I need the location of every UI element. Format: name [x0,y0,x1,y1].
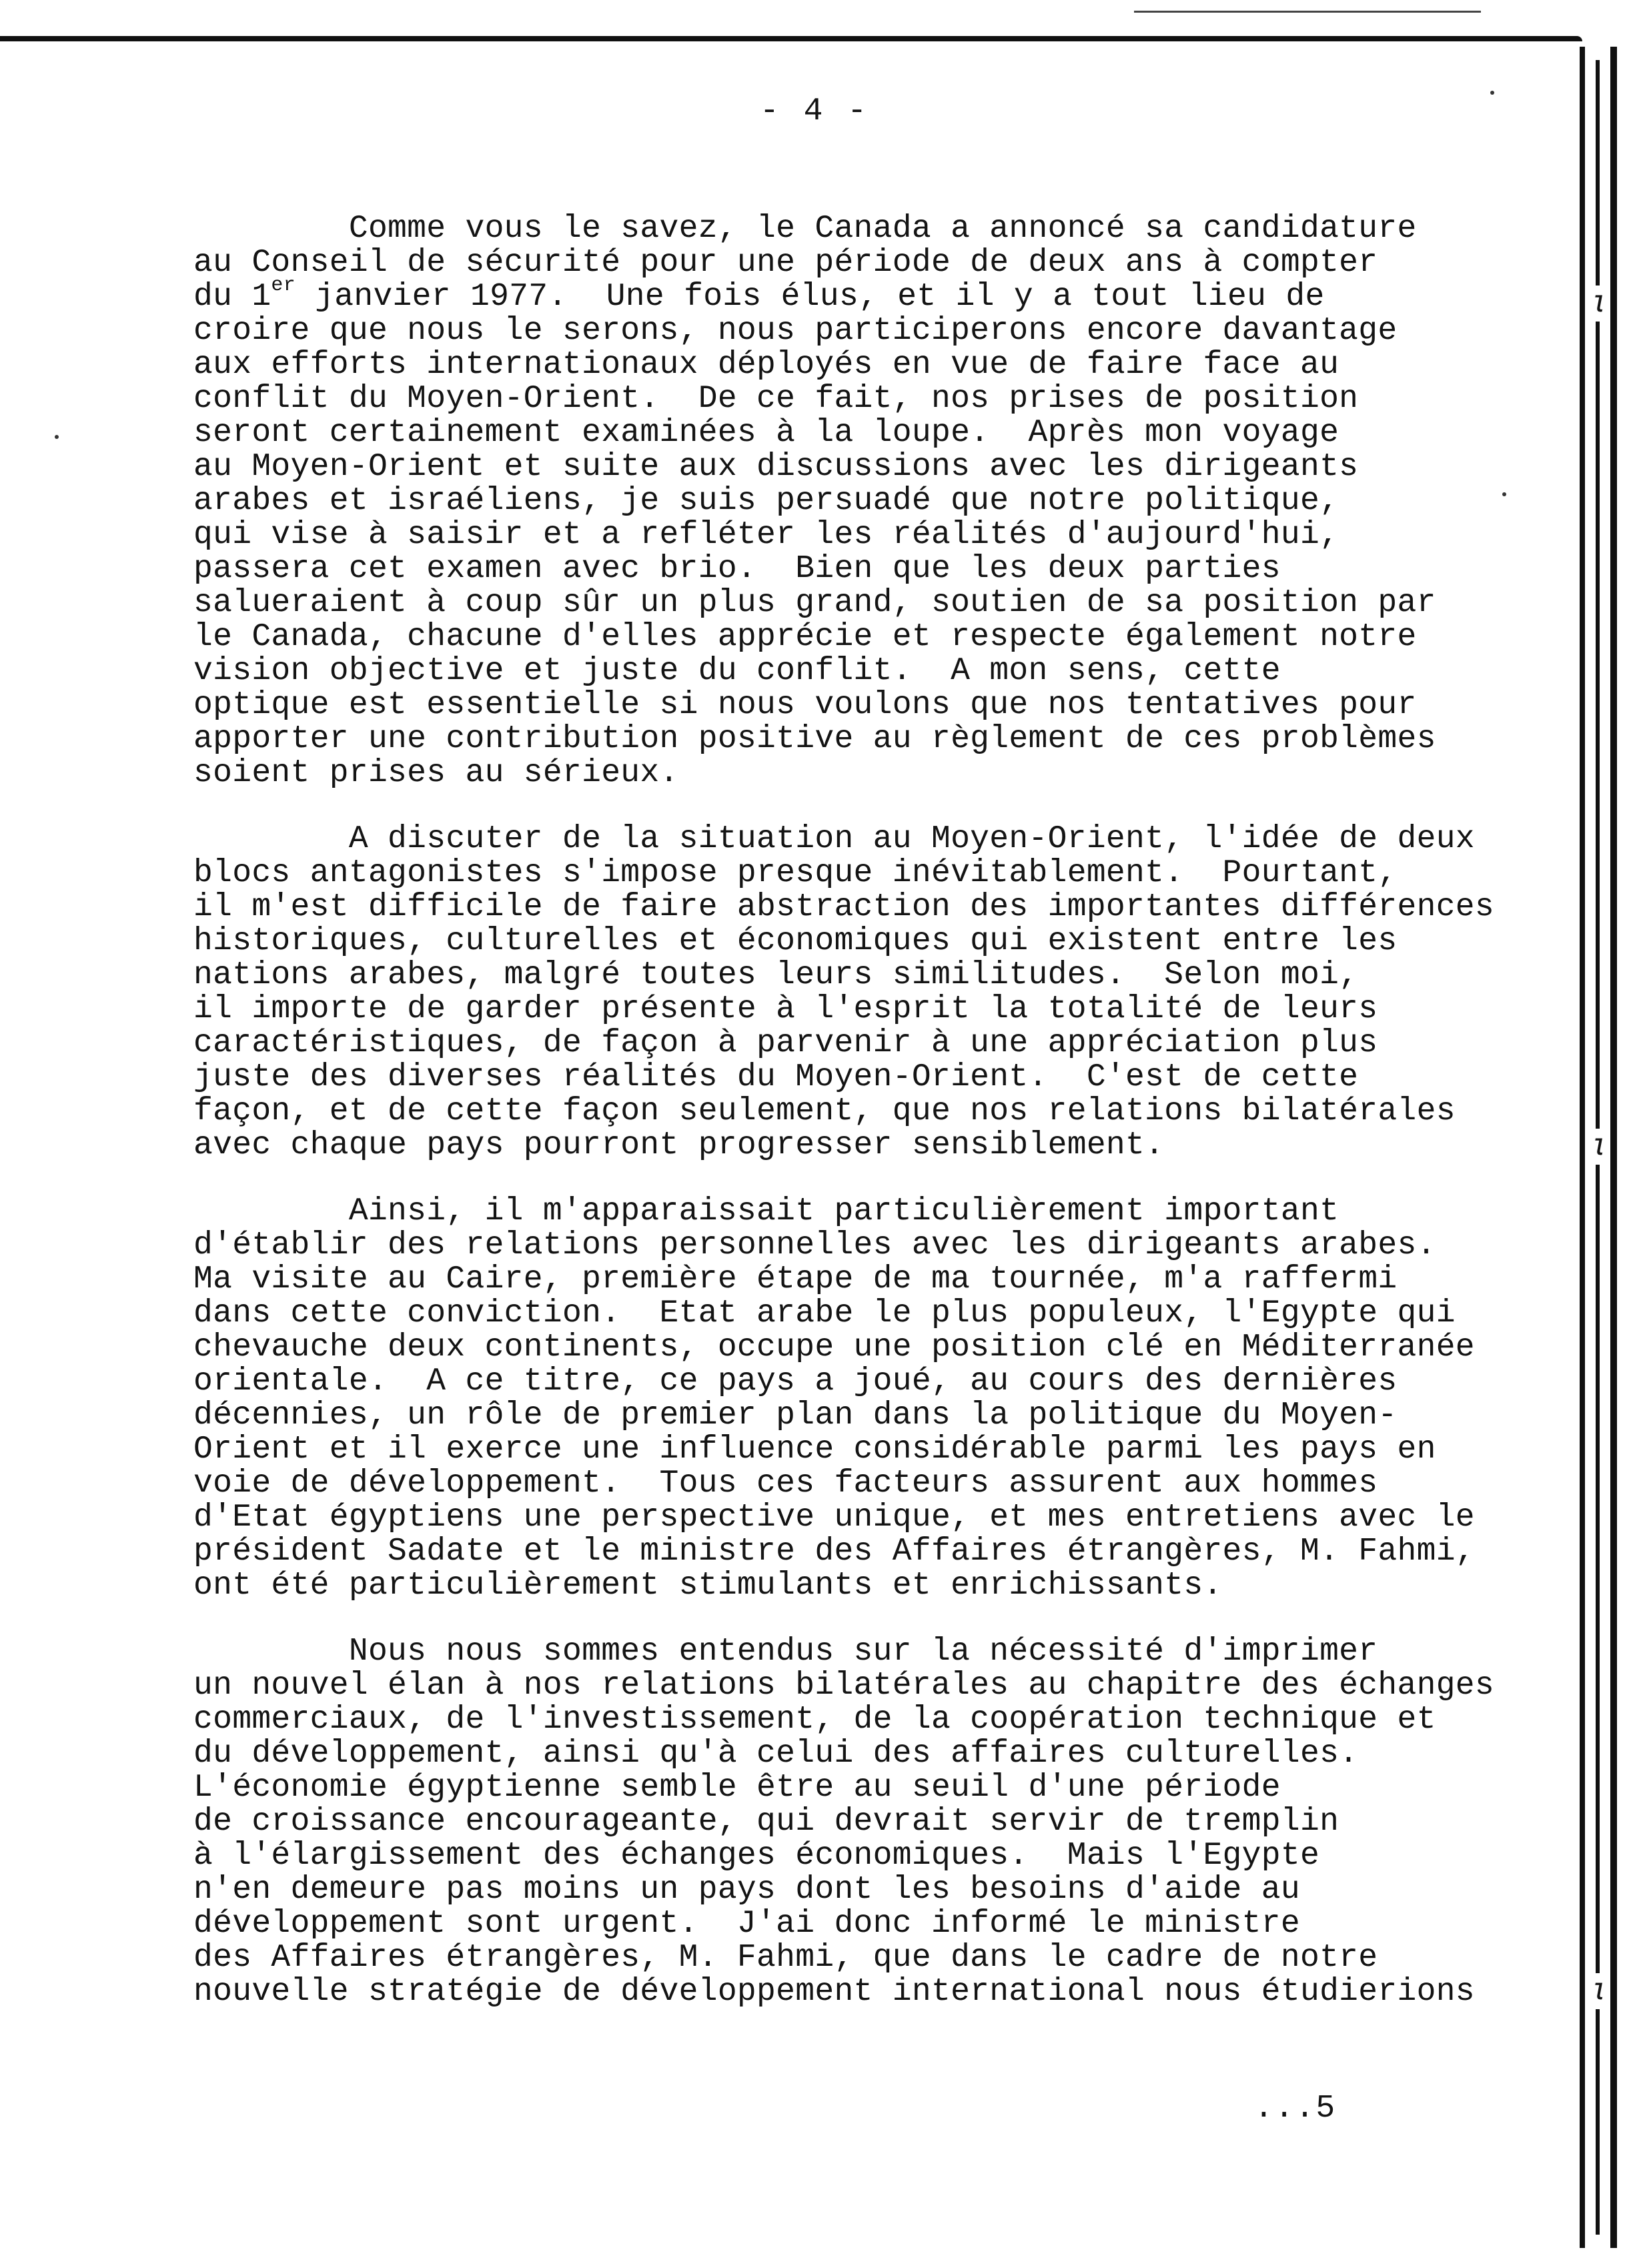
text-line: qui vise à saisir et a refléter les réalités d'aujourd'hui, [193,517,1339,553]
text-line: il importe de garder présente à l'esprit la totalité de leurs [193,991,1378,1027]
page-top-border [0,36,1582,41]
paragraph [193,1635,1561,2009]
text-line: orientale. A ce titre, ce pays a joué, au cours des dernières [193,1363,1398,1399]
margin-mark: ɩ [1590,1974,1609,2009]
text-line: Ainsi, il m'apparaissait particulièrement important [193,1193,1339,1229]
text-line: Comme vous le savez, le Canada a annoncé sa candidature [193,211,1417,247]
top-edge-line [1134,11,1481,13]
text-line: voie de développement. Tous ces facteurs assurent aux hommes [193,1466,1378,1502]
text-line: Nous nous sommes entendus sur la nécessité d'imprimer [193,1634,1378,1670]
text-line: passera cet examen avec brio. Bien que les deux parties [193,551,1281,587]
text-line: président Sadate et le ministre des Affaires étrangères, M. Fahmi, [193,1534,1475,1570]
text-line: Orient et il exerce une influence considérable parmi les pays en [193,1432,1436,1468]
text-line: soient prises au sérieux. [193,755,679,791]
text-line: au Conseil de sécurité pour une période de deux ans à compter [193,245,1378,281]
text-line: salueraient à coup sûr un plus grand, soutien de sa position par [193,585,1436,621]
margin-mark: ɩ [1590,1129,1609,1164]
text-line: aux efforts internationaux déployés en vue de faire face au [193,347,1339,383]
text-line: un nouvel élan à nos relations bilatérales au chapitre des échanges [193,1668,1495,1704]
scan-speck [55,435,59,439]
paragraph [193,1195,1561,1603]
text-line: nouvelle stratégie de développement international nous étudierions [193,1974,1475,2010]
text-line: blocs antagonistes s'impose presque inévitablement. Pourtant, [193,855,1398,891]
text-line: caractéristiques, de façon à parvenir à une appréciation plus [193,1025,1378,1061]
text-line: A discuter de la situation au Moyen-Orient, l'idée de deux [193,821,1475,857]
text-line: il m'est difficile de faire abstraction des importantes différences [193,889,1495,925]
text-line: des Affaires étrangères, M. Fahmi, que dans le cadre de notre [193,1940,1378,1976]
text-line: juste des diverses réalités du Moyen-Orient. C'est de cette [193,1059,1359,1095]
text-line: du développement, ainsi qu'à celui des affaires culturelles. [193,1736,1359,1772]
text-line: décennies, un rôle de premier plan dans la politique du Moyen- [193,1397,1398,1434]
text-line [193,274,1561,315]
text-line: dans cette conviction. Etat arabe le plus populeux, l'Egypte qui [193,1295,1456,1331]
paragraph [193,822,1561,1163]
superscript: er [271,274,296,297]
text-line: commerciaux, de l'investissement, de la coopération technique et [193,1702,1436,1738]
text-line: ont été particulièrement stimulants et enrichissants. [193,1568,1223,1604]
text-line: croire que nous le serons, nous participerons encore davantage [193,313,1398,349]
text-line: le Canada, chacune d'elles apprécie et respecte également notre [193,619,1417,655]
text-line: avec chaque pays pourront progresser sensiblement. [193,1127,1165,1163]
text-line: Ma visite au Caire, première étape de ma tournée, m'a raffermi [193,1261,1398,1297]
margin-mark: ɩ [1590,286,1609,321]
text-line: développement sont urgent. J'ai donc informé le ministre [193,1906,1300,1942]
text-line: arabes et israéliens, je suis persuadé que notre politique, [193,483,1339,519]
text-line: conflit du Moyen-Orient. De ce fait, nos prises de position [193,381,1359,417]
text-line: d'Etat égyptiens une perspective unique, et mes entretiens avec le [193,1500,1475,1536]
text-line: d'établir des relations personnelles avec les dirigeants arabes. [193,1227,1436,1263]
text-line: de croissance encourageante, qui devrait servir de tremplin [193,1804,1339,1840]
text-line: apporter une contribution positive au règlement de ces problèmes [193,721,1436,757]
text-line: optique est essentielle si nous voulons que nos tentatives pour [193,687,1417,723]
text-line: n'en demeure pas moins un pays dont les besoins d'aide au [193,1872,1300,1908]
text-fragment: janvier 1977. Une fois élus, et il y a tout lieu de [296,279,1325,315]
text-line: à l'élargissement des échanges économiques. Mais l'Egypte [193,1838,1320,1874]
page-number: - 4 - [759,93,870,129]
text-line: seront certainement examinées à la loupe. Après mon voyage [193,415,1339,451]
text-line: au Moyen-Orient et suite aux discussions avec les dirigeants [193,449,1359,485]
text-line: vision objective et juste du conflit. A mon sens, cette [193,653,1281,689]
text-line: nations arabes, malgré toutes leurs similitudes. Selon moi, [193,957,1359,993]
text-line: L'économie égyptienne semble être au seuil d'une période [193,1770,1281,1806]
text-line: façon, et de cette façon seulement, que nos relations bilatérales [193,1093,1456,1129]
text-fragment: du 1 [193,279,272,315]
text-line: historiques, culturelles et économiques qui existent entre les [193,923,1398,959]
text-line: chevauche deux continents, occupe une position clé en Méditerranée [193,1329,1475,1365]
document-body [193,212,1561,2041]
continued-marker: ...5 [1254,2091,1337,2127]
paragraph [193,212,1561,790]
